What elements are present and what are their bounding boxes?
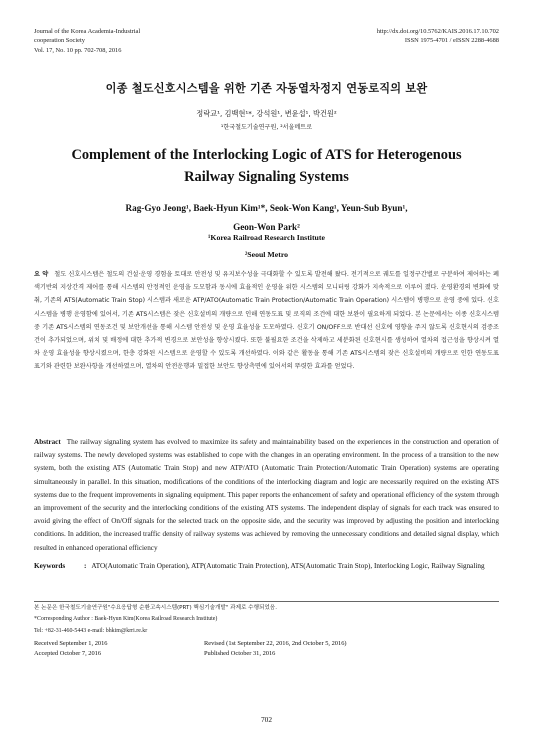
doi-link[interactable]: http://dx.doi.org/10.5762/KAIS.2016.17.10.702	[376, 28, 499, 35]
authors-korean: 정락교¹, 김백현¹*, 강석원¹, 변윤섭¹, 박건원²	[196, 109, 337, 118]
authors-english	[40, 199, 493, 236]
doi-header	[279, 27, 499, 46]
journal-name-line1: Journal of the Korea Academia-Industrial	[34, 28, 141, 35]
abstract-korean-label: 요 약	[34, 271, 49, 278]
affiliation-english-1: ¹Korea Railroad Research Institute	[208, 233, 325, 242]
title-english	[40, 144, 493, 188]
publication-dates	[34, 639, 499, 660]
published-date: Published October 31, 2016	[204, 650, 276, 658]
keywords-values: ATO(Automatic Train Operation), ATP(Automatic Train Protection), ATS(Automatic Train Stop), Interlocking Logic, Railway Signaling	[91, 562, 485, 570]
journal-volume: Vol. 17, No. 10 pp. 702-708, 2016	[34, 46, 122, 54]
abstract-english-label: Abstract	[34, 438, 61, 446]
revised-date: Revised (1st September 22, 2016, 2nd October 5, 2016)	[204, 640, 347, 647]
authors-english-line2: Geon-Won Park²	[233, 221, 300, 232]
abstract-english	[34, 436, 499, 555]
title-english-line1: Complement of the Interlocking Logic of ATS for Heterogenous	[71, 147, 462, 163]
keywords-label: Keywords	[34, 562, 66, 570]
journal-name-line2: cooperation Society	[34, 37, 85, 45]
authors-english-line1: Rag-Gyo Jeong¹, Baek-Hyun Kim¹*, Seok-Won Kang¹, Yeun-Sub Byun¹,	[125, 203, 408, 213]
accepted-date: Accepted October 7, 2016	[34, 650, 102, 658]
page-number: 702	[260, 715, 273, 724]
received-date: Received September 1, 2016	[34, 640, 108, 647]
title-korean: 이종 철도신호시스템을 위한 기존 자동열차정지 연동로직의 보완	[105, 82, 428, 95]
footnote-funding: 본 논문은 한국철도기술연구원"수요응답형 순환고속시스템(PRT) 핵심기술개발" 과제로 수행되었음.	[34, 605, 277, 611]
footnote-corresponding-author: *Corresponding Author : Baek-Hyun Kim(Korea Railroad Research Institute)	[34, 616, 218, 622]
issn: ISSN 1975-4701 / eISSN 2288-4688	[404, 37, 499, 45]
abstract-korean-text: 철도 신호시스템은 철도의 건설·운영 경험을 토대로 안전성 및 유지보수성을 극대화할 수 있도록 발전해 왔다. 전기적으로 궤도를 일정구간별로 구분하여 제어하는 폐색기반의 지상간격 제어를 통해 시스템의 안정적인 운영을 도모함과 동시에 효율적인 운영을 위한 시스템의 모니터링 강화가 지속적으로 이루어 졌다. 운영환경의 변화에 맞춰, 기존의 ATS(Automatic Train Stop) 시스템과 새로운 ATP/ATO(Automatic Train Protection/Automatic Train Operation) 시스템이 병행으로 운영 중에 있다. 신호시스템을 병행 운영함에 있어서, 기존 ATS시스템은 잦은 신호설비의 개량으로 인해 연동도표 및 로직의 조건에 대한 보완이 필요하게 되었다. 본 논문에서는 이종 신호시스템 중 기존 ATS시스템의 연동조건 및 보안개선을 통해 시스템 안전성 및 운영 효율성을 도모하였다. 신호기 ON/OFF으로 반대선 신호에 영향을 주지 않도록 신호현시의 검증조건이 추가되었으며, 위치 및 배정에 대한 추가적 변경으로 보안성을 향상시켰다. 또한 불필요한 조건을 삭제하고 세분화된 신호현시를 생성하여 열차의 접근성을 향상시켜 열차 운영 효율성을 향상시켰으며, 한층 강화된 시스템으로 운영할 수 있도록 개선하였다. 이와 같은 활동을 통해 기존 ATS시스템의 잦은 신호설비의 개량으로 인한 연동도표 표기와 관련한 보완사항을 개선하였으며, 열차의 안전운행과 밀접한 보안도 향상측면에 있어서의 뚜렷한 효과를 얻었다.	[34, 271, 499, 371]
abstract-korean	[34, 268, 499, 374]
affiliation-english-2: ²Seoul Metro	[244, 250, 289, 259]
abstract-english-text: The railway signaling system has evolved to maximize its safety and maintainability based on the experiences in the construction and operation of railway systems. The newly developed systems was established to cope with the changes in an operating environment. In the process of a transition to the new system, both the existing ATS (Automatic Train Stop) and new ATP/ATO (Automatic Train Protection/Automatic Train Operation) systems are operating simultaneously in parallel. In this situation, modifications of the conditions of the interlocking diagram and logic are necessarily required on the existing ATS systems due to the frequent improvements in signaling equipment. This paper reports the enhancement of safety and operational efficiency of the system through an improvement of the security and the interlocking conditions of the existing ATS systems. The independent display of signals for each track was ensured to avoid giving the effect of On/Off signals for the selected track on the opposite side, and the security was improved by adjusting the position and interlocking conditions. In addition, the increased traffic density of railway systems was achieved by removing the unnecessary conditions and detailed signal display, which resulted in enhanced operational efficiency	[34, 438, 499, 552]
keywords	[34, 560, 499, 573]
footnote-divider	[34, 601, 499, 602]
title-english-line2: Railway Signaling Systems	[184, 169, 349, 185]
affiliation-korean: ¹한국철도기술연구원, ²서울메트로	[220, 124, 313, 131]
journal-header	[34, 27, 234, 55]
footnote-contact: Tel: +82-31-460-5443 e-mail: bhkim@krri.re.kr	[34, 628, 148, 634]
keywords-colon: :	[84, 562, 87, 570]
